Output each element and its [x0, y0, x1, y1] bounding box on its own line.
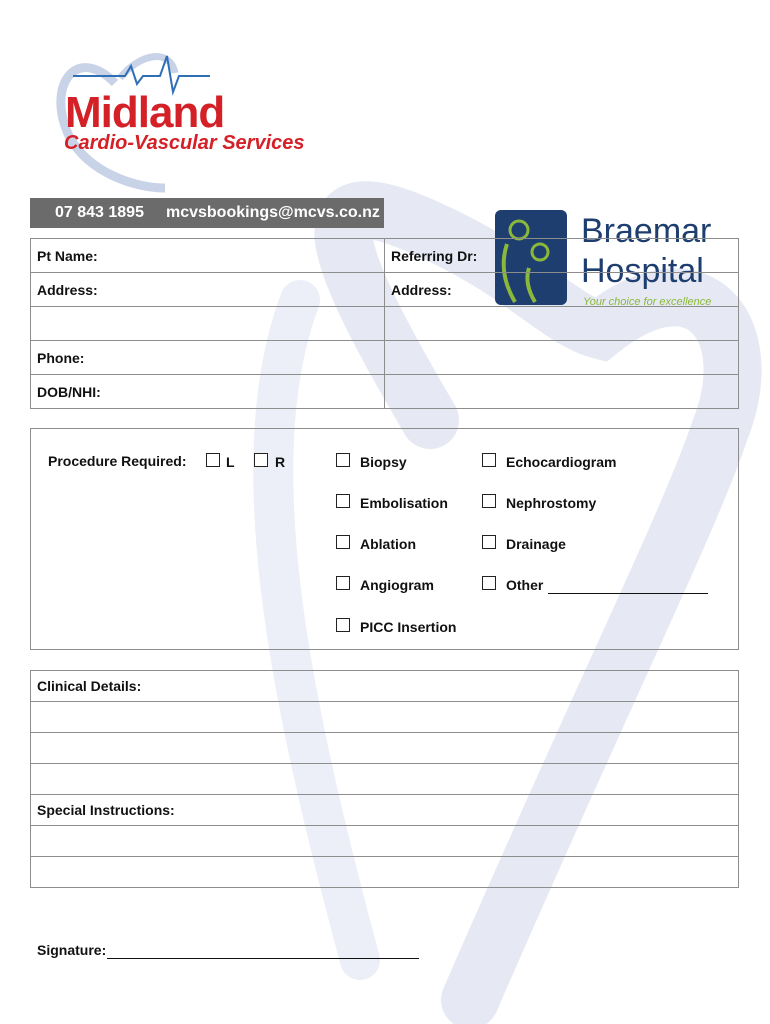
referrer-address-field[interactable]	[385, 273, 739, 307]
signature-line[interactable]	[107, 958, 419, 959]
echocardiogram-label: Echocardiogram	[506, 454, 617, 470]
procedure-section	[30, 428, 739, 650]
side-right-label: R	[275, 454, 286, 470]
embolisation-checkbox[interactable]	[336, 494, 350, 508]
other-label: Other	[506, 577, 544, 593]
phone-field[interactable]	[31, 341, 385, 375]
procedure-required-label: Procedure Required:	[48, 453, 187, 469]
side-left-label: L	[226, 454, 235, 470]
dob-nhi-label: DOB/NHI:	[37, 383, 101, 400]
pt-name-field[interactable]	[31, 239, 385, 273]
ablation-checkbox[interactable]	[336, 535, 350, 549]
address-label: Address:	[37, 281, 98, 298]
referring-dr-field[interactable]	[385, 239, 739, 273]
patient-details-table	[30, 238, 739, 409]
drainage-checkbox[interactable]	[482, 535, 496, 549]
picc-checkbox[interactable]	[336, 618, 350, 632]
phone-label: Phone:	[37, 349, 85, 366]
special-instructions-line[interactable]	[31, 826, 739, 857]
referrer-address-label: Address:	[391, 281, 452, 298]
special-instructions-row[interactable]	[31, 795, 739, 826]
referrer-line4-field[interactable]	[385, 375, 739, 409]
biopsy-checkbox[interactable]	[336, 453, 350, 467]
contact-phone: 07 843 1895	[55, 204, 144, 221]
angiogram-checkbox[interactable]	[336, 576, 350, 590]
side-left-checkbox[interactable]	[206, 453, 220, 467]
clinical-details-line[interactable]	[31, 764, 739, 795]
biopsy-label: Biopsy	[360, 454, 407, 470]
clinical-details-label: Clinical Details:	[37, 678, 142, 694]
special-instructions-line[interactable]	[31, 857, 739, 888]
angiogram-label: Angiogram	[360, 577, 434, 593]
pt-name-label: Pt Name:	[37, 247, 98, 264]
midland-title: Midland	[65, 88, 225, 137]
braemar-name-line1: Braemar	[581, 212, 712, 250]
address-field[interactable]	[31, 273, 385, 307]
embolisation-label: Embolisation	[360, 495, 448, 511]
nephrostomy-checkbox[interactable]	[482, 494, 496, 508]
contact-bar	[30, 198, 384, 228]
ablation-label: Ablation	[360, 536, 416, 552]
drainage-label: Drainage	[506, 536, 566, 552]
braemar-tagline: Your choice for excellence	[583, 296, 712, 308]
nephrostomy-label: Nephrostomy	[506, 495, 597, 511]
other-input-line[interactable]	[548, 593, 708, 594]
referrer-line3-field[interactable]	[385, 341, 739, 375]
other-checkbox[interactable]	[482, 576, 496, 590]
referrer-address-line2-field[interactable]	[385, 307, 739, 341]
clinical-details-row[interactable]	[31, 671, 739, 702]
midland-subtitle: Cardio-Vascular Services	[64, 132, 305, 154]
dob-nhi-field[interactable]	[31, 375, 385, 409]
side-right-checkbox[interactable]	[254, 453, 268, 467]
contact-email: mcvsbookings@mcvs.co.nz	[165, 204, 380, 221]
clinical-details-line[interactable]	[31, 702, 739, 733]
referring-dr-label: Referring Dr:	[391, 247, 478, 264]
braemar-name-line2: Hospital	[581, 252, 704, 290]
address-line2-field[interactable]	[31, 307, 385, 341]
picc-label: PICC Insertion	[360, 619, 457, 635]
clinical-details-line[interactable]	[31, 733, 739, 764]
signature-label: Signature:	[37, 942, 107, 958]
special-instructions-label: Special Instructions:	[37, 802, 175, 818]
clinical-details-table	[30, 670, 739, 888]
echocardiogram-checkbox[interactable]	[482, 453, 496, 467]
midland-logo	[55, 48, 305, 193]
